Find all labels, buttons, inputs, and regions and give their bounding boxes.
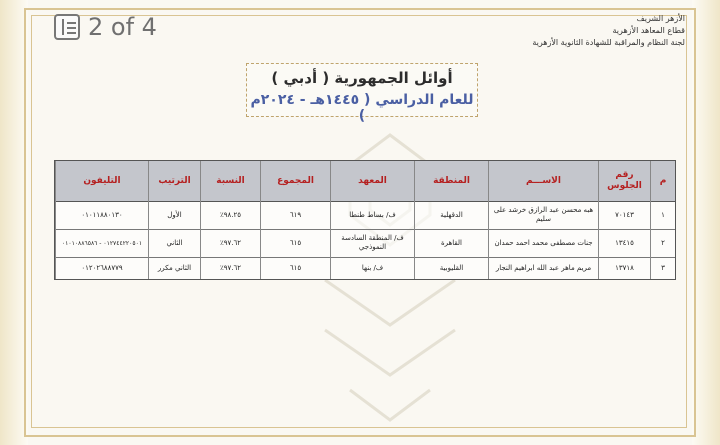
student-name-cell: هبه محسن عبد الرازق خرشد على سليم [488, 201, 598, 229]
table-row [55, 257, 675, 279]
rank-cell: الثاني مكرر [148, 257, 200, 279]
institute-cell: ف/ بنها [330, 257, 414, 279]
header-index: م [650, 161, 675, 201]
seat-number-cell: ١٣٤١٥ [598, 229, 650, 257]
region-cell: القليوبية [414, 257, 488, 279]
results-table [54, 160, 676, 280]
phone-cell: ٠١٢٠٢٦٨٨٧٧٩ [55, 257, 148, 279]
header-region: المنطقة [414, 161, 488, 201]
page-icon[interactable] [54, 14, 80, 40]
percentage-cell: ٪٩٧.٦٢ [200, 257, 260, 279]
seat-number-cell: ٧٠١٤٣ [598, 201, 650, 229]
index-cell: ١ [650, 201, 675, 229]
institute-cell: ف/ بساط طنطا [330, 201, 414, 229]
page-title: أوائل الجمهورية ( أدبي ) [271, 69, 453, 87]
right-decorative-border [692, 0, 720, 445]
total-cell: ٦١٥ [260, 229, 330, 257]
rank-cell: الثاني [148, 229, 200, 257]
student-name-cell: مريم ماهر عبد الله ابراهيم النجار [488, 257, 598, 279]
results-title-box [246, 63, 478, 124]
region-cell: القاهرة [414, 229, 488, 257]
student-name-cell: جنات مصطفى محمد احمد حمدان [488, 229, 598, 257]
header-line-1: الأزهر الشريف [636, 14, 685, 23]
pdf-viewer-pager[interactable] [54, 10, 157, 44]
institute-cell: ف/ المنطقة السادسة النموذجي [330, 229, 414, 257]
seat-number-cell: ١٣٧١٨ [598, 257, 650, 279]
issuer-header [532, 13, 685, 49]
header-percentage: النسبة [200, 161, 260, 201]
index-cell: ٢ [650, 229, 675, 257]
header-line-3: لجنة النظام والمراقبة للشهادة الثانوية الأزهرية [532, 38, 685, 47]
page-counter: 2 of 4 [88, 13, 157, 41]
header-total: المجموع [260, 161, 330, 201]
phone-cell: ٠١٢٧٤٤٢٢٠٥٠١ - ٠١٠١٠٨٨٦٥٨٦ [55, 229, 148, 257]
table-row [55, 201, 675, 230]
percentage-cell: ٪٩٨.٢٥ [200, 201, 260, 229]
phone-cell: ٠١٠١١٨٨٠١٣٠ [55, 201, 148, 229]
table-row [55, 229, 675, 258]
percentage-cell: ٪٩٧.٦٢ [200, 229, 260, 257]
header-line-2: قطاع المعاهد الأزهرية [612, 26, 685, 35]
total-cell: ٦١٩ [260, 201, 330, 229]
header-phone: التليفون [55, 161, 148, 201]
header-institute: المعهد [330, 161, 414, 201]
index-cell: ٣ [650, 257, 675, 279]
region-cell: الدقهلية [414, 201, 488, 229]
header-seat-number: رقم الجلوس [598, 161, 650, 201]
academic-year-title: للعام الدراسي ( ١٤٤٥هـ - ٢٠٢٤م ) [250, 92, 474, 124]
total-cell: ٦١٥ [260, 257, 330, 279]
header-rank: الترتيب [148, 161, 200, 201]
rank-cell: الأول [148, 201, 200, 229]
table-header-row [55, 161, 675, 202]
header-name: الاســـم [488, 161, 598, 201]
